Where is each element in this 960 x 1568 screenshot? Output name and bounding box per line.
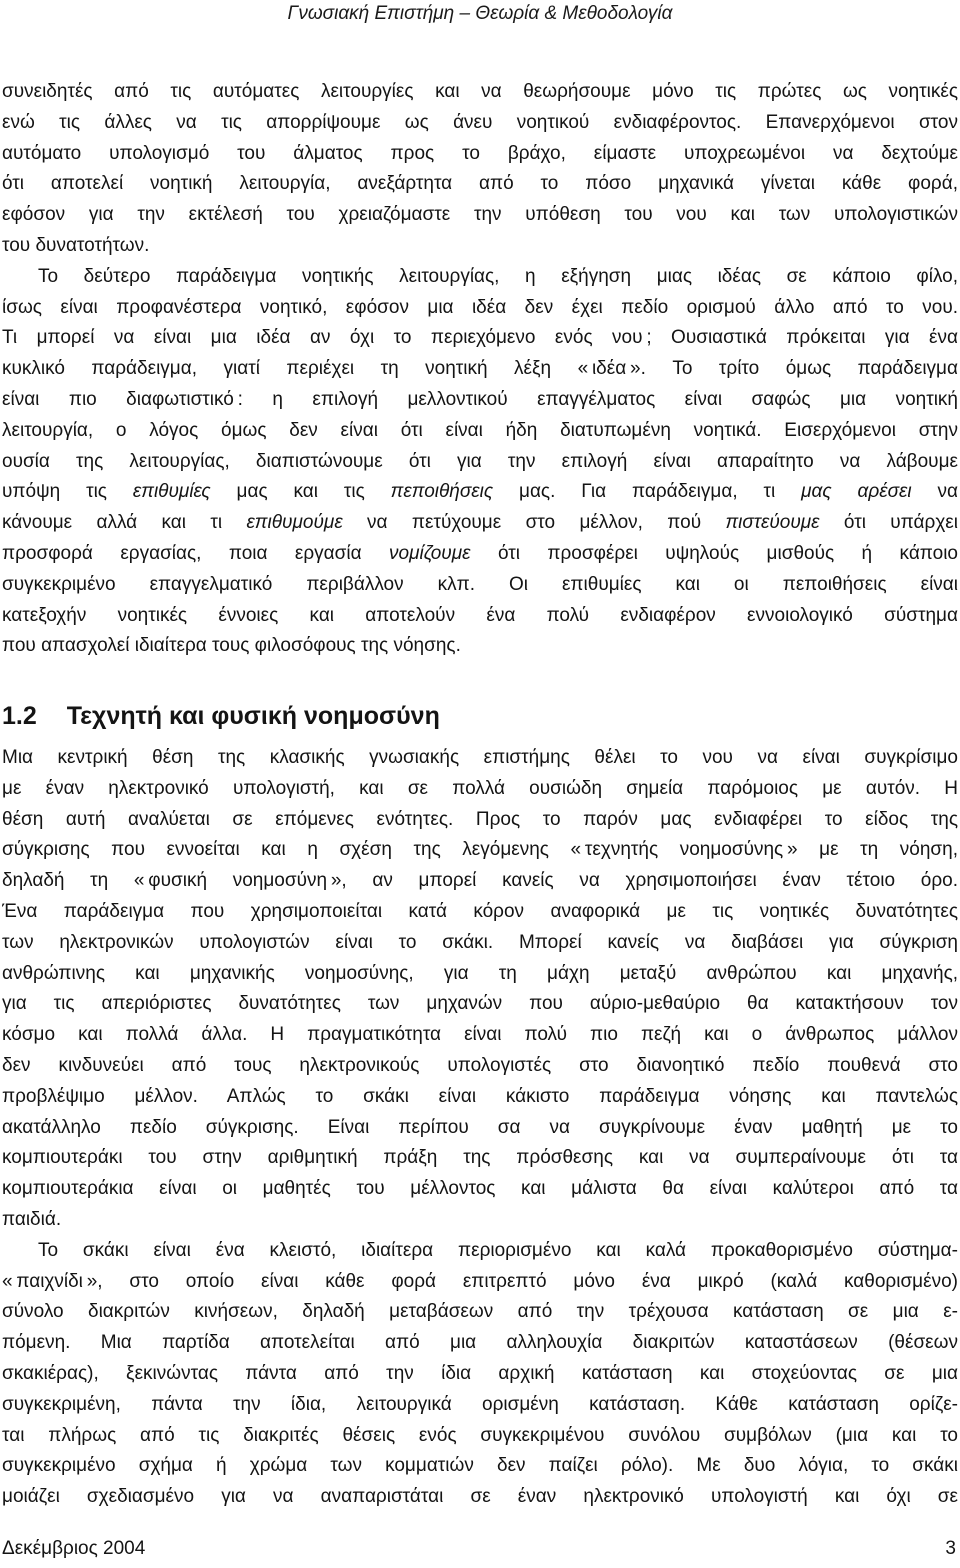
text-line — [2, 866, 958, 897]
text-segment: κάνουμε αλλά και τι — [2, 512, 247, 534]
text-segment: αυτόματο υπολογισμό του άλματος προς το βράχο, είμαστε υποχρεωμένοι να δεχτούμε — [2, 142, 958, 164]
text-segment: ίσως είναι προφανέστερα νοητικό, εφόσον μια ιδέα δεν έχει πεδίο ορισμού άλλο από το νου. — [2, 296, 958, 318]
text-line — [2, 200, 958, 231]
text-line — [2, 1082, 958, 1113]
text-segment: των ηλεκτρονικών υπολογιστών είναι το σκάκι. Μπορεί κανείς να διαβάσει για σύγκριση — [2, 931, 958, 953]
text-line — [2, 631, 958, 662]
text-line — [2, 601, 958, 632]
text-segment: είναι πιο διαφωτιστικό : η επιλογή μελλοντικού επαγγέλματος είναι σαφώς μια νοητική — [2, 388, 958, 410]
text-segment: του δυνατοτήτων. — [2, 234, 150, 256]
text-line — [2, 139, 958, 170]
text-segment: σύνολο διακριτών κινήσεων, δηλαδή μεταβάσεων από την τρέχουσα κατάσταση σε μια ε- — [2, 1301, 958, 1323]
text-segment: ενώ τις άλλες να τις απορρίψουμε ως άνευ νοητικού ενδιαφέροντος. Επανερχόμενοι στον — [2, 111, 958, 133]
emphasized-term: επιθυμούμε — [246, 512, 343, 534]
text-line — [2, 1328, 958, 1359]
text-line — [2, 447, 958, 478]
text-line — [2, 959, 958, 990]
paragraph — [2, 262, 958, 662]
text-line — [2, 508, 958, 539]
section-title: Τεχνητή και φυσική νοημοσύνη — [66, 702, 440, 730]
text-segment: μας και τις — [210, 481, 391, 503]
text-segment: συγκεκριμένο σχήμα ή χρώμα των κομματιών δεν παίζει ρόλο). Με δυο λόγια, το σκάκι — [2, 1455, 958, 1477]
text-segment: κομπιουτεράκι του στην αριθμητική πράξη της πρόσθεσης και να συμπεραίνουμε ότι τα — [2, 1147, 958, 1169]
text-segment: κατεξοχήν νοητικές έννοιες και αποτελούν ένα πολύ ενδιαφέρον εννοιολογικό σύστημα — [2, 604, 958, 626]
text-segment: Μια κεντρική θέση της κλασικής γνωσιακής επιστήμης θέλει το νου να είναι συγκρίσιμο — [2, 747, 958, 768]
text-line — [2, 928, 958, 959]
text-line — [2, 1451, 958, 1482]
text-segment: συγκεκριμένο επαγγελματικό περιβάλλον κλπ. Οι επιθυμίες και οι πεποιθήσεις είναι — [2, 573, 958, 595]
text-segment: Ένα παράδειγμα που χρησιμοποιείται κατά κόρον αναφορικά με τις νοητικές δυνατότητες — [2, 900, 958, 922]
page-footer — [2, 1537, 956, 1561]
text-line — [2, 570, 958, 601]
text-segment: κυκλικό παράδειγμα, γιατί περιέχει τη νοητική λέξη « ιδέα ». Το τρίτο όμως παράδειγμα — [2, 358, 958, 380]
text-line — [2, 1205, 958, 1236]
text-line — [2, 169, 958, 200]
text-line — [2, 1390, 958, 1421]
text-line — [2, 262, 958, 293]
paragraph — [2, 77, 958, 262]
text-line — [2, 539, 958, 570]
text-segment: κομπιουτεράκια είναι οι μαθητές του μέλλοντος και μάλιστα θα είναι καλύτεροι από τα — [2, 1178, 958, 1200]
text-line — [2, 1421, 958, 1452]
text-segment: ότι υπάρχει — [819, 512, 958, 534]
text-segment: Το σκάκι είναι ένα κλειστό, ιδιαίτερα περιορισμένο και καλά προκαθορισμένο σύστημα- — [38, 1239, 958, 1261]
text-line — [2, 774, 958, 805]
text-segment: Τι μπορεί να είναι μια ιδέα αν όχι το περιεχόμενο ενός νου ; Ουσιαστικά πρόκειται για ένα — [2, 327, 958, 349]
text-segment: συγκεκριμένη, πάντα την ίδια, λειτουργικά ορισμένη κατάσταση. Κάθε κατάσταση ορίζε- — [2, 1393, 958, 1415]
text-segment: ότι προσφέρει υψηλούς μισθούς ή κάποιο — [470, 542, 958, 564]
text-line — [2, 108, 958, 139]
text-line — [2, 477, 958, 508]
body-text-upper — [2, 77, 958, 662]
text-segment: για τις απεριόριστες δυνατότητες των μηχανών που αύριο-μεθαύριο θα κατακτήσουν τον — [2, 993, 958, 1015]
emphasized-term: πιστεύουμε — [725, 512, 820, 534]
section-number: 1.2 — [2, 702, 37, 730]
paragraph — [2, 1236, 958, 1513]
text-segment: μας. Για παράδειγμα, τι — [493, 481, 802, 503]
text-segment: σκακιέρας), ξεκινώντας πάντα από την ίδια αρχική κατάσταση και στοχεύοντας σε μια — [2, 1362, 958, 1384]
text-segment: προσφορά εργασίας, ποια εργασία — [2, 542, 390, 564]
text-segment: θέση αυτή αναλύεται σε επόμενες ενότητες. Προς το παρόν μας ενδιαφέρει το είδος της — [2, 808, 958, 830]
text-segment: ται πλήρως από τις διακριτές θέσεις ενός συγκεκριμένου συνόλου συμβόλων (μια και το — [2, 1424, 958, 1446]
text-segment: ουσία της λειτουργίας, διαπιστώνουμε ότι για την επιλογή είναι απαραίτητο να λάβουμε — [2, 450, 958, 472]
text-line — [2, 231, 958, 262]
text-line — [2, 1236, 958, 1267]
body-text-lower — [2, 743, 958, 1513]
text-segment: σύγκρισης που εννοείται και η σχέση της λεγόμενης « τεχνητής νοημοσύνης » με τη νόηση, — [2, 839, 958, 861]
footer-date: Δεκέμβριος 2004 — [2, 1538, 146, 1559]
text-segment: παιδιά. — [2, 1208, 62, 1230]
text-segment: να — [911, 481, 958, 503]
emphasized-term: πεποιθήσεις — [390, 481, 494, 503]
text-line — [2, 385, 958, 416]
text-line — [2, 743, 958, 774]
text-segment: λειτουργία, ο λόγος όμως δεν είναι ότι είναι ήδη διατυπωμένη νοητικά. Εισερχόμενοι στην — [2, 419, 958, 441]
text-segment: προβλέψιμο μέλλον. Απλώς το σκάκι είναι κάκιστο παράδειγμα νόησης και παντελώς — [2, 1085, 958, 1107]
text-segment: ακατάλληλο πεδίο σύγκρισης. Είναι περίπου σα να συγκρίνουμε έναν μαθητή με το — [2, 1116, 958, 1138]
emphasized-term: επιθυμίες — [132, 481, 211, 503]
text-line — [2, 1482, 958, 1513]
text-line — [2, 354, 958, 385]
text-segment: μοιάζει σχεδιασμένο για να αναπαριστάται σε έναν ηλεκτρονικό υπολογιστή και όχι σε — [2, 1486, 958, 1508]
text-segment: με έναν ηλεκτρονικό υπολογιστή, και σε πολλά ουσιώδη σημεία παρόμοιος με αυτόν. Η — [2, 777, 958, 799]
text-segment: που απασχολεί ιδιαίτερα τους φιλοσόφους της νόησης. — [2, 635, 461, 657]
text-line — [2, 416, 958, 447]
text-segment: εφόσον για την εκτέλεσή του χρειαζόμαστε την υπόθεση του νου και των υπολογιστικών — [2, 204, 958, 226]
text-segment: Το δεύτερο παράδειγμα νοητικής λειτουργίας, η εξήγηση μιας ιδέας σε κάποιο φίλο, — [38, 265, 958, 287]
text-line — [2, 989, 958, 1020]
text-line — [2, 835, 958, 866]
text-line — [2, 293, 958, 324]
text-segment: ανθρώπινης και μηχανικής νοημοσύνης, για τη μάχη μεταξύ ανθρώπου και μηχανής, — [2, 962, 958, 984]
text-line — [2, 1143, 958, 1174]
text-segment: να πετύχουμε στο μέλλον, πού — [342, 512, 726, 534]
text-segment: « παιχνίδι », στο οποίο είναι κάθε φορά επιτρεπτό μόνο ένα μικρό (καλά καθορισμένο) — [2, 1270, 958, 1292]
text-line — [2, 897, 958, 928]
text-line — [2, 1297, 958, 1328]
text-segment: υπόψη τις — [2, 481, 133, 503]
text-line — [2, 1113, 958, 1144]
text-segment: πόμενη. Μια παρτίδα αποτελείται από μια αλληλουχία διακριτών καταστάσεων (θέσεων — [2, 1332, 958, 1354]
running-header: Γνωσιακή Επιστήμη – Θεωρία & Μεθοδολογία — [287, 3, 673, 24]
paragraph — [2, 743, 958, 1236]
text-segment: ότι αποτελεί νοητική λειτουργία, ανεξάρτητα από το πόσο μηχανικά γίνεται κάθε φορά, — [2, 173, 958, 195]
text-segment: δεν κινδυνεύει από τους ηλεκτρονικούς υπολογιστές στο διανοητικό πεδίο πουθενά στο — [2, 1054, 958, 1076]
text-segment: συνειδητές από τις αυτόματες λειτουργίες και να θεωρήσουμε μόνο τις πρώτες ως νοητικές — [2, 81, 958, 102]
text-segment: κόσμο και πολλά άλλα. Η πραγματικότητα είναι πολύ πιο πεζή και ο άνθρωπος μάλλον — [2, 1024, 958, 1046]
text-segment: δηλαδή τη « φυσική νοημοσύνη », αν μπορεί κανείς να χρησιμοποιήσει έναν τέτοιο όρο. — [2, 870, 958, 892]
text-line — [2, 805, 958, 836]
text-line — [2, 323, 958, 354]
text-line — [2, 1051, 958, 1082]
text-line — [2, 1174, 958, 1205]
text-line — [2, 1267, 958, 1298]
emphasized-term: νομίζουμε — [389, 542, 471, 564]
emphasized-term: μας αρέσει — [801, 481, 912, 503]
text-line — [2, 77, 958, 108]
page-number: 3 — [945, 1538, 956, 1559]
text-line — [2, 1020, 958, 1051]
text-line — [2, 1359, 958, 1390]
section-heading — [2, 701, 440, 731]
